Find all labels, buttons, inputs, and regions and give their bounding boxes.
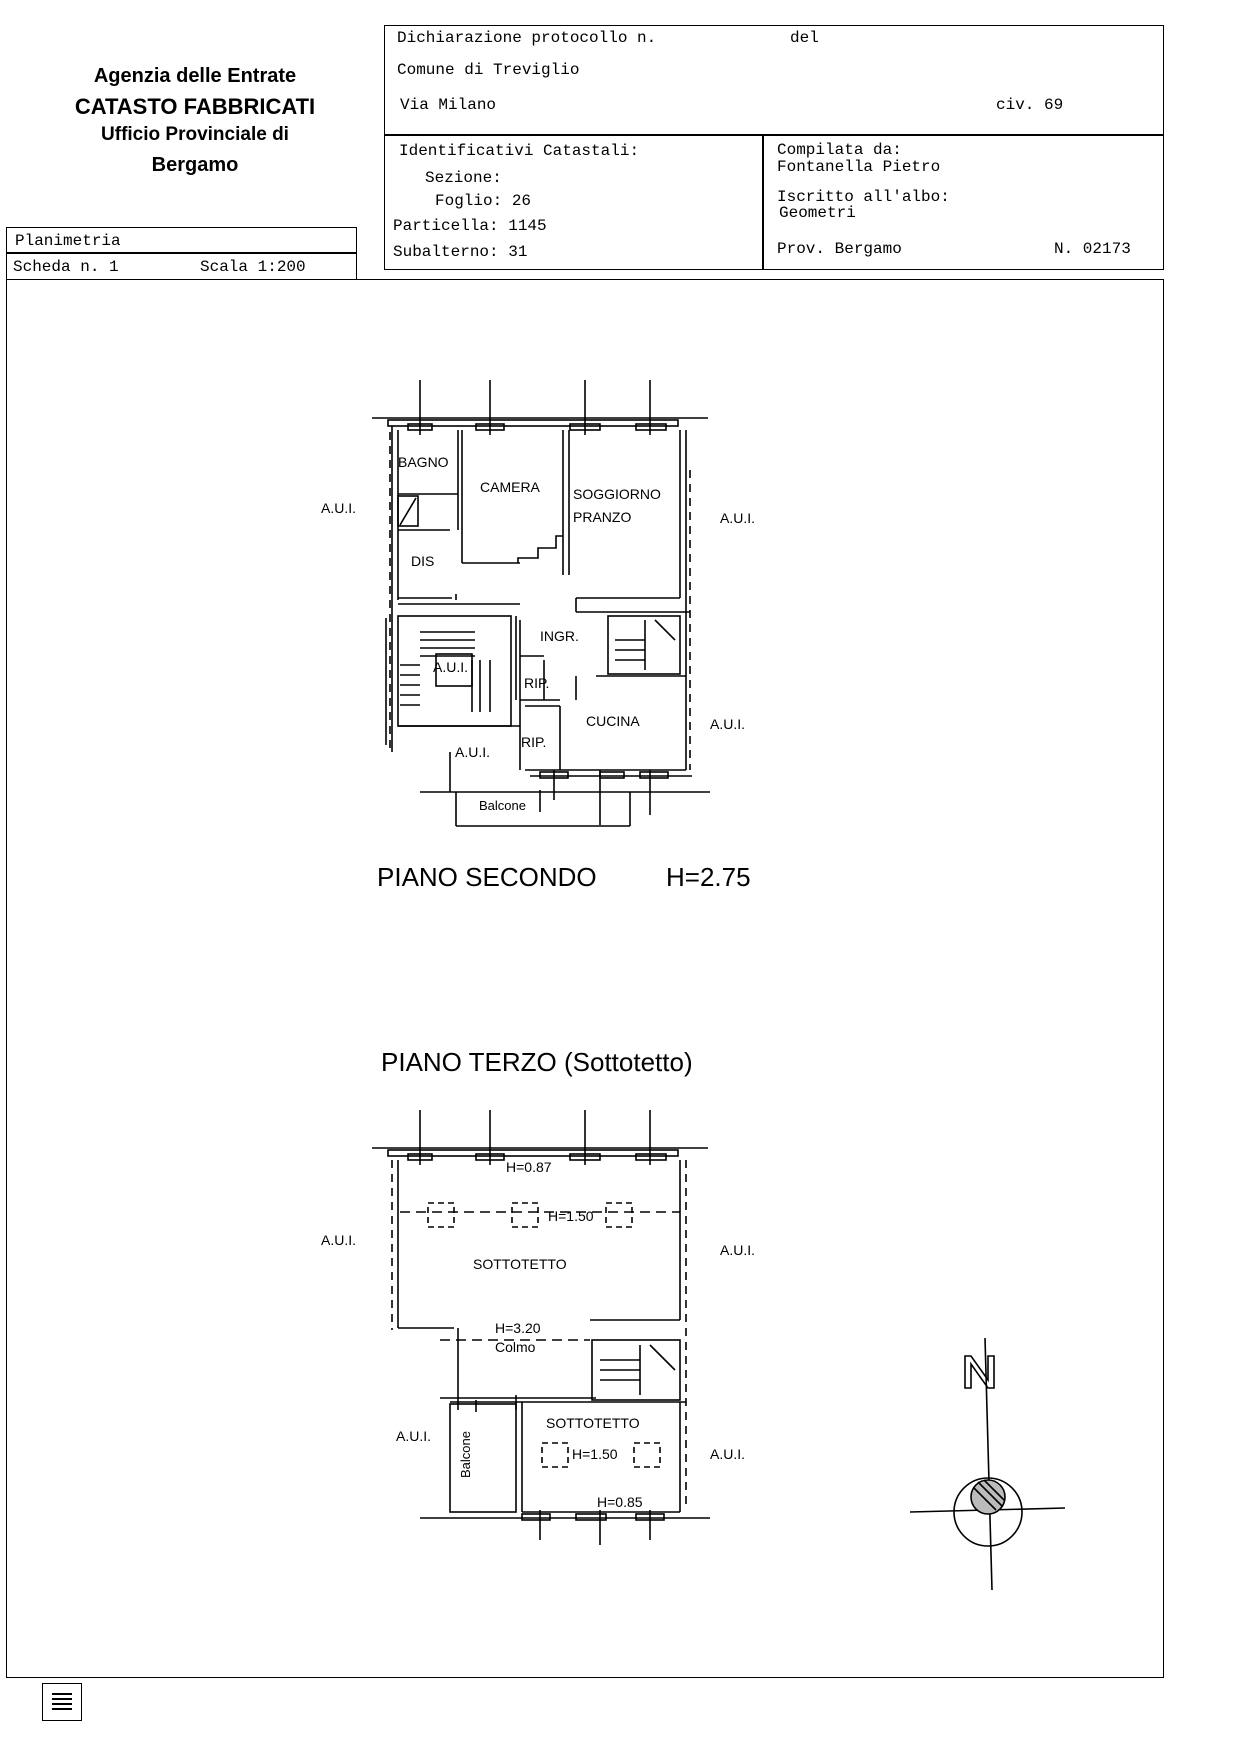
plan2-room-balcone: Balcone xyxy=(479,798,526,813)
planimetria-label: Planimetria xyxy=(15,232,121,250)
plan3-sottotetto2: SOTTOTETTO xyxy=(546,1415,640,1431)
plan2-room-aui-stair: A.U.I. xyxy=(433,659,469,675)
plan2-room-rip2: RIP. xyxy=(521,734,547,750)
subalterno-label: Subalterno: 31 xyxy=(393,243,528,261)
scala-label: Scala 1:200 xyxy=(200,258,306,276)
plan3-aui-right-top: A.U.I. xyxy=(720,1242,756,1258)
via-label: Via Milano xyxy=(400,96,497,114)
plan2-height: H=2.75 xyxy=(666,862,751,892)
plan2-room-pranzo: PRANZO xyxy=(573,509,632,525)
sezione-label: Sezione: xyxy=(425,169,502,187)
plan3-h150b: H=1.50 xyxy=(572,1446,618,1462)
civ-label: civ. 69 xyxy=(996,96,1064,114)
comune-label: Comune di Treviglio xyxy=(397,61,580,79)
plan2-room-dis: DIS xyxy=(411,553,435,569)
plan3-aui-right-bottom: A.U.I. xyxy=(710,1446,746,1462)
plan2-title: PIANO SECONDO xyxy=(377,862,597,892)
plan2-aui-right-top: A.U.I. xyxy=(720,510,756,526)
prov-label: Prov. Bergamo xyxy=(777,240,902,258)
scheda-label: Scheda n. 1 xyxy=(13,258,119,276)
plan3-sottotetto1: SOTTOTETTO xyxy=(473,1256,567,1272)
plan2-room-ingr: INGR. xyxy=(540,628,579,644)
office-label: Ufficio Provinciale di xyxy=(101,124,289,146)
albo-value: Geometri xyxy=(779,204,856,222)
plan3-balcone: Balcone xyxy=(458,1431,473,1478)
plan3-walls xyxy=(372,1110,710,1545)
plan2-aui-right-bottom: A.U.I. xyxy=(710,716,746,732)
plan2-aui-left: A.U.I. xyxy=(321,500,357,516)
plan3-aui-left-top: A.U.I. xyxy=(321,1232,357,1248)
plan2-room-camera: CAMERA xyxy=(480,479,540,495)
numero-label: N. 02173 xyxy=(1054,240,1131,258)
compass-rose xyxy=(910,1338,1065,1590)
ident-title: Identificativi Catastali: xyxy=(399,142,640,160)
document-list-icon[interactable] xyxy=(42,1683,82,1721)
plan2-room-cucina: CUCINA xyxy=(586,713,640,729)
particella-label: Particella: 1145 xyxy=(393,217,547,235)
plan3-h320: H=3.20 xyxy=(495,1320,541,1336)
compilata-name: Fontanella Pietro xyxy=(777,158,941,176)
del-label: del xyxy=(790,29,819,47)
plan3-h150a: H=1.50 xyxy=(548,1208,594,1224)
catasto-title: CATASTO FABBRICATI xyxy=(74,94,316,119)
plan2-walls xyxy=(372,380,710,826)
foglio-label: Foglio: 26 xyxy=(435,192,532,210)
albo-label: Iscritto all'albo: xyxy=(777,188,950,206)
office-city: Bergamo xyxy=(151,154,239,177)
protocol-label: Dichiarazione protocollo n. xyxy=(397,29,657,47)
plan2-room-soggiorno: SOGGIORNO xyxy=(573,486,661,502)
plan3-aui-left-bottom: A.U.I. xyxy=(396,1428,432,1444)
plan2-room-rip1: RIP. xyxy=(524,675,550,691)
compilata-label: Compilata da: xyxy=(777,141,902,159)
plan3-h085: H=0.85 xyxy=(597,1494,643,1510)
plan3-title: PIANO TERZO (Sottotetto) xyxy=(381,1047,693,1077)
plan2-room-bagno: BAGNO xyxy=(398,454,449,470)
agency-name: Agenzia delle Entrate xyxy=(93,65,297,87)
plan3-h087: H=0.87 xyxy=(506,1159,552,1175)
plan2-aui-bottom: A.U.I. xyxy=(455,744,491,760)
plan3-colmo: Colmo xyxy=(495,1339,536,1355)
